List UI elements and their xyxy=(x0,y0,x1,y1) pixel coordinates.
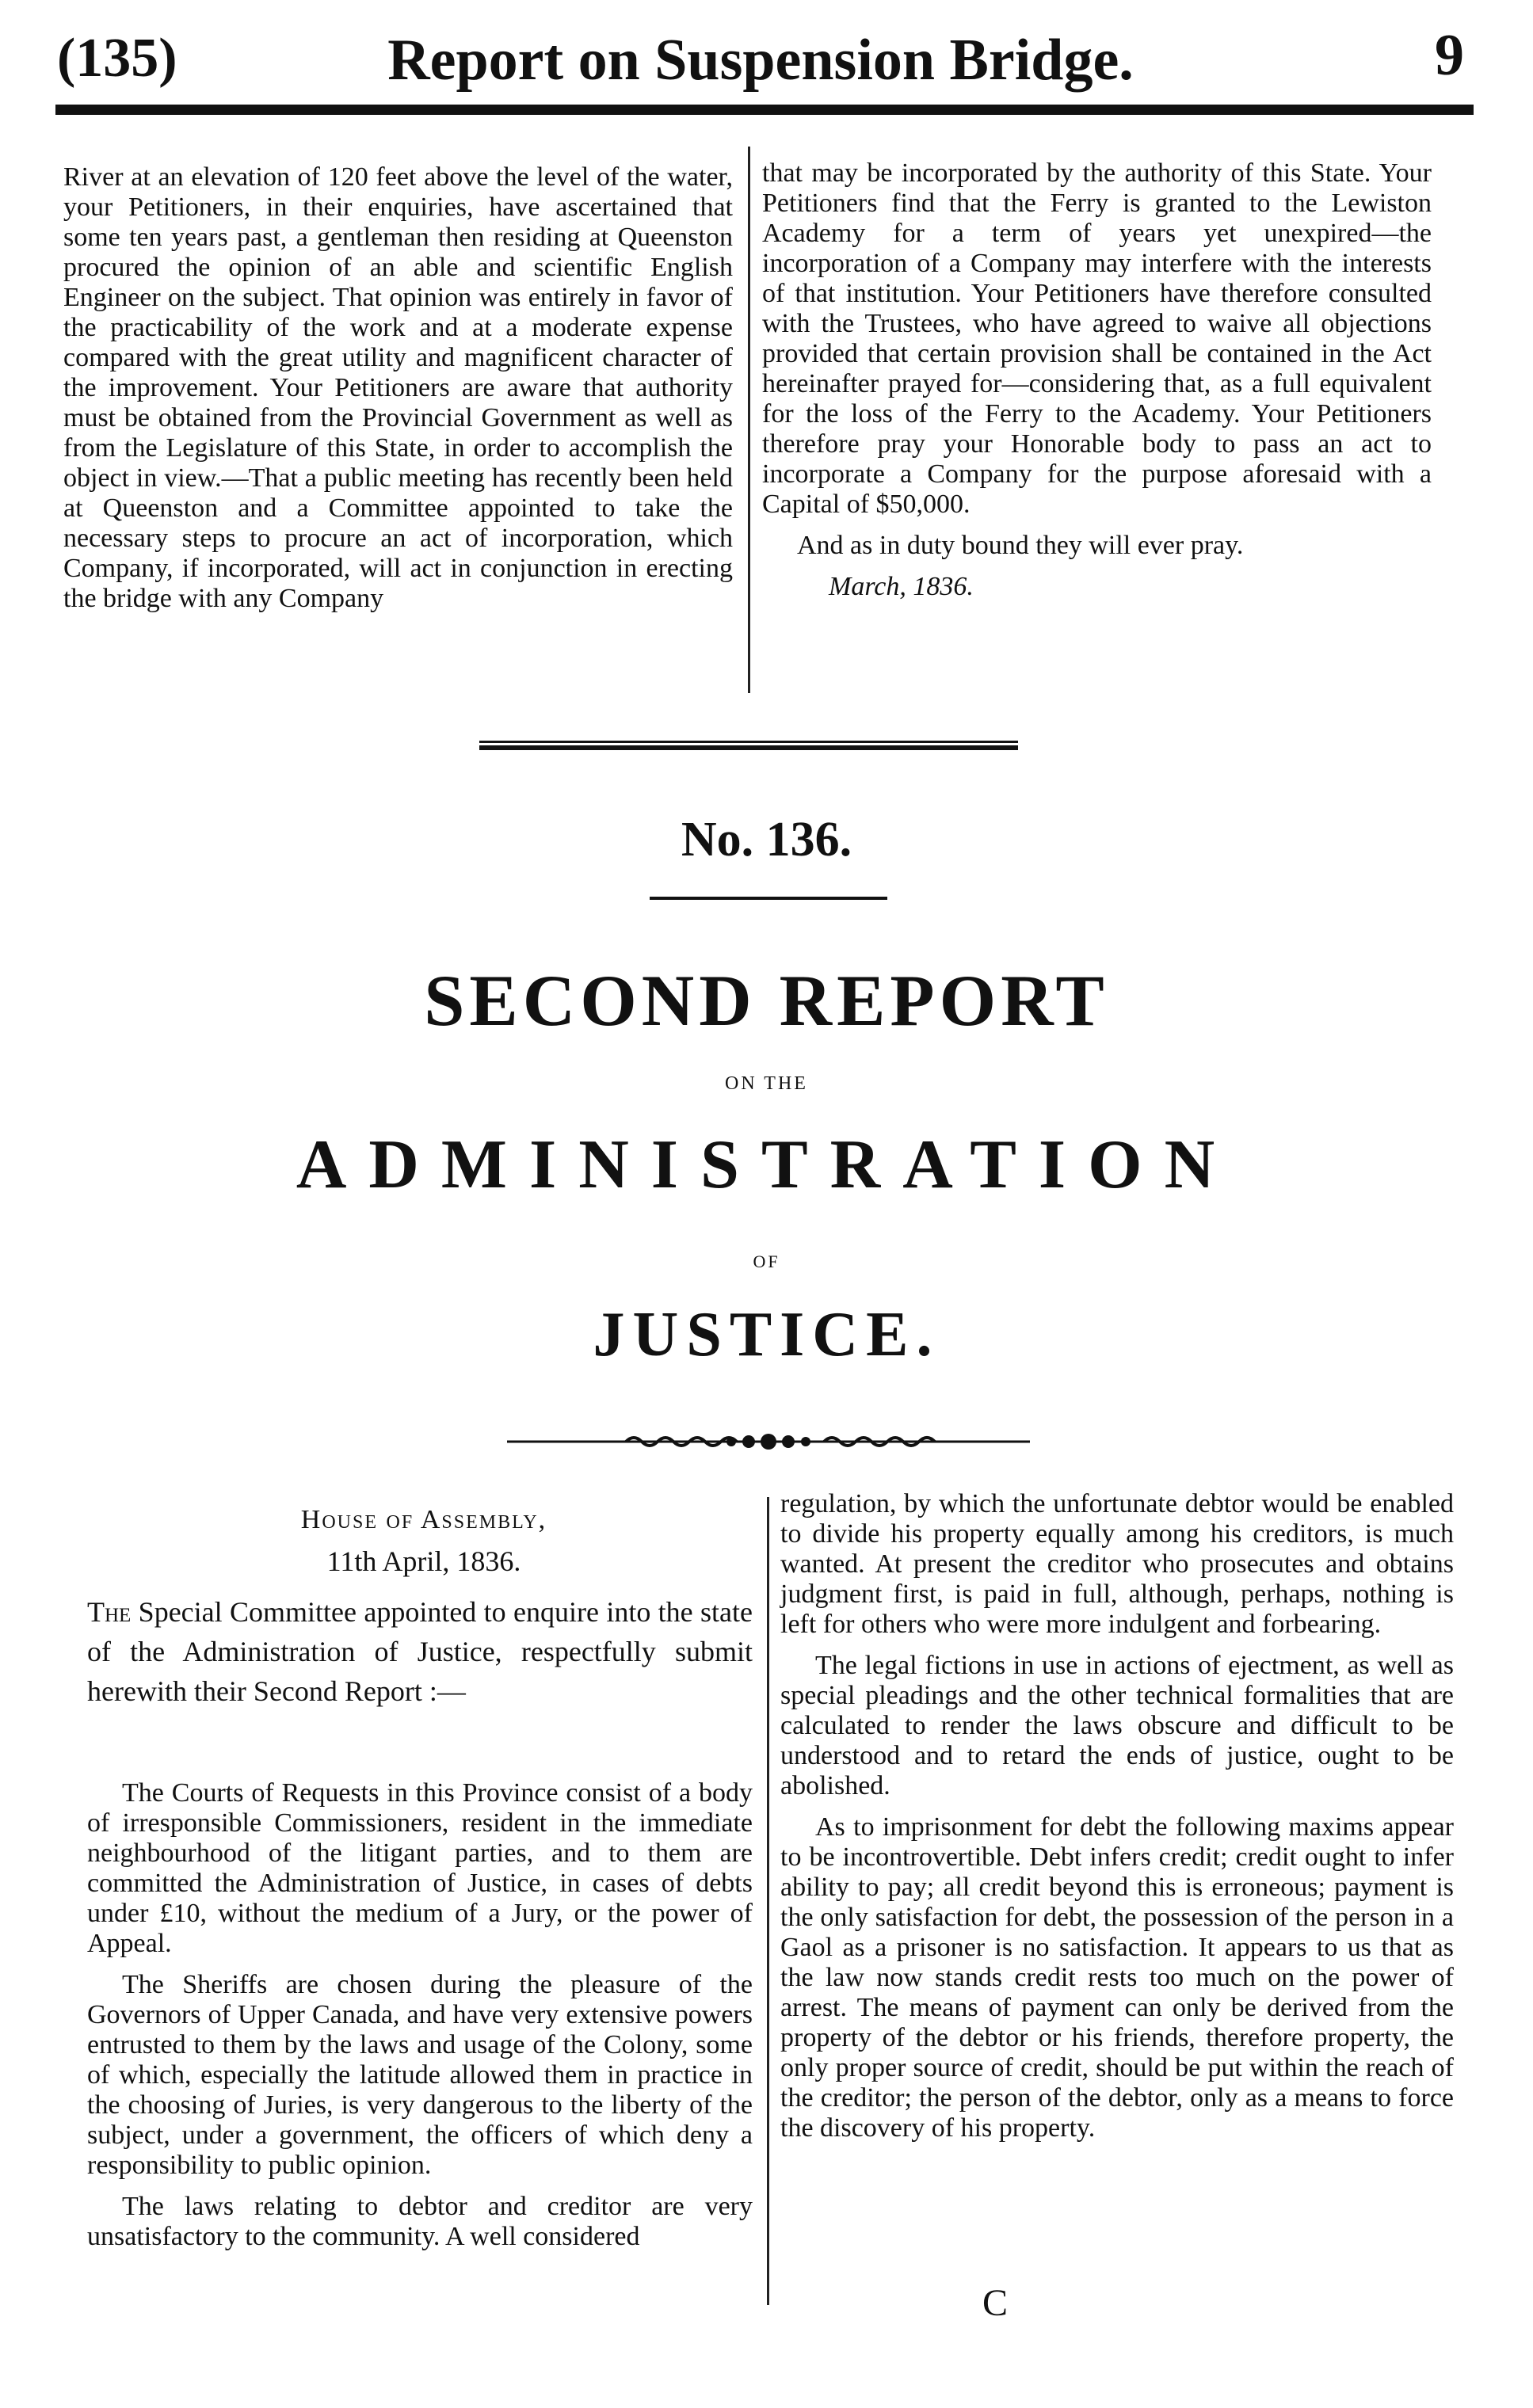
running-title: Report on Suspension Bridge. xyxy=(387,28,1134,93)
page-header xyxy=(48,16,1474,111)
intro-lead: The xyxy=(87,1596,132,1628)
title-administration: ADMINISTRATION xyxy=(296,1126,1237,1203)
petition-text-left: River at an elevation of 120 feet above the level of the water, your Petitioners, in their enquiries, have ascertained that some ten years past, a gentleman then residing at Queenston procured the opinion of an able and scientific English Engineer on the subject. That opinion was entirely in favor of the practicability of the work and at a moderate expense compared with the great utility and magnificent character of the improvement. Your Petitioners are aware that authority must be obtained from the Provincial Government as well as from the Legislature of this State, in order to accomplish the object in view.—That a public meeting has recently been held at Queenston and a Committee appointed to take the necessary steps to procure an act of incorporation, which Company, if incorporated, will act in conjunction in erecting the bridge with any Company xyxy=(63,162,733,613)
paragraph-regulation: regulation, by which the unfortunate debtor would be enabled to divide his property equally among his creditors, is much wanted. At present the creditor who prosecutes and obtains judgment first, is paid in full, although, perhaps, nothing is left for others who were more indulgent and forbearing. xyxy=(780,1489,1454,1639)
petition-closing: And as in duty bound they will ever pray. xyxy=(797,531,1244,560)
report-date: 11th April, 1836. xyxy=(326,1545,521,1577)
title-justice: JUSTICE. xyxy=(593,1300,940,1370)
section-rule xyxy=(479,741,1018,750)
short-rule xyxy=(650,897,887,900)
title-of: OF xyxy=(753,1252,780,1271)
signature-mark: C xyxy=(982,2282,1009,2324)
ornament-divider xyxy=(507,1426,1030,1457)
column-divider-top xyxy=(748,147,750,693)
petition-date: March, 1836. xyxy=(829,572,974,601)
paragraph-sheriffs: The Sheriffs are chosen during the pleasure of the Governors of Upper Canada, and have very extensive powers entrusted to them by the laws and usage of the Colony, some of which, especially the latitude allowed them in practice in the choosing of Juries, is very dangerous to the liberty of the subject, under a government, the officers of which deny a responsibility to public opinion. xyxy=(87,1970,753,2180)
paragraph-courts: The Courts of Requests in this Province consist of a body of irresponsible Commissioners, resident in the immediate neighbourhood of the litigant parties, and to them are committed the Administration of Justice, in cases of debts under £10, without the medium of a Jury, or the power of Appeal. xyxy=(87,1778,753,1958)
report-title: SECOND REPORT xyxy=(424,960,1109,1041)
report-intro xyxy=(87,1592,753,1711)
document-number: (135) xyxy=(57,28,177,89)
report-right-column xyxy=(780,1489,1454,2155)
top-right-column xyxy=(762,158,1432,613)
column-divider-bottom xyxy=(767,1497,769,2305)
house-heading: House of Assembly, xyxy=(300,1505,547,1534)
paragraph-debtor-laws: The laws relating to debtor and creditor are very unsatisfactory to the community. A well considered xyxy=(87,2192,753,2251)
report-left-column xyxy=(87,1778,753,2263)
page-number: 9 xyxy=(1435,23,1464,88)
header-rule xyxy=(55,105,1474,115)
title-on-the: ON THE xyxy=(725,1073,808,1094)
intro-text: Special Committee appointed to enquire into the state of the Administration of Justice, respectfully submit herewith their Second Report :— xyxy=(87,1596,753,1707)
top-left-column xyxy=(63,162,733,625)
paragraph-imprisonment: As to imprisonment for debt the following maxims appear to be incontrovertible. Debt infers credit; credit ought to infer ability to pay; all credit beyond this is erroneous; payment is the only satisfaction for debt, the possession of the person in a Gaol as a prisoner is no satisfaction. It appears to us that as the law now stands credit rests too much on the power of arrest. The means of payment can only be derived from the property of the debtor or his friends, therefore property, the only proper source of credit, should be put within the reach of the creditor; the person of the debtor, only as a means to force the discovery of his property. xyxy=(780,1812,1454,2143)
paragraph-legal-fictions: The legal fictions in use in actions of ejectment, as well as special pleadings and the other technical formalities that are calculated to render the laws obscure and difficult to be understood and to retard the ends of justice, ought to be abolished. xyxy=(780,1651,1454,1800)
section-number: No. 136. xyxy=(681,813,852,867)
petition-text-right: that may be incorporated by the authority of this State. Your Petitioners find that the Ferry is granted to the Lewiston Academy for a term of years yet unexpired—the incorporation of a Company may interfere with the interests of that institution. Your Petitioners have therefore consulted with the Trustees, who have agreed to waive all objections provided that certain provision shall be contained in the Act hereinafter prayed for—considering that, as a full equivalent for the loss of the Ferry to the Academy. Your Petitioners therefore pray your Honorable body to pass an act to incorporate a Company for the purpose aforesaid with a Capital of $50,000. xyxy=(762,158,1432,519)
